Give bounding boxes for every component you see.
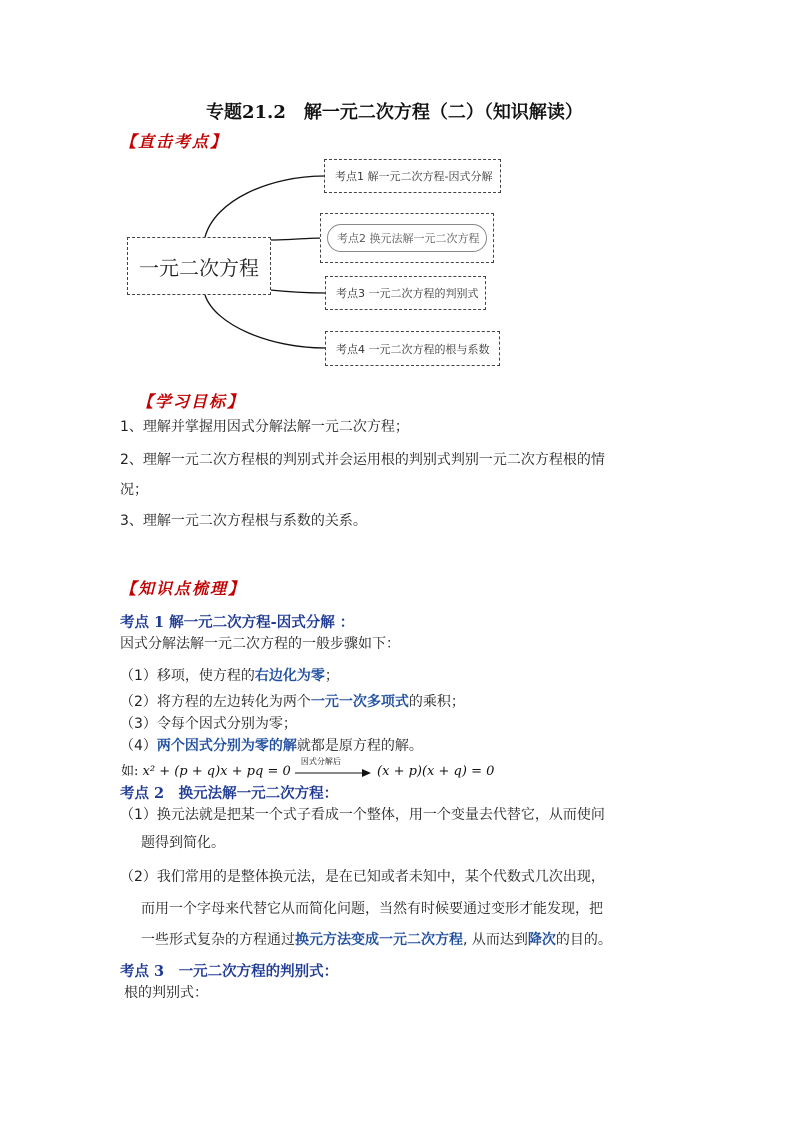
kp1-step-4-text: （4） <box>120 738 157 754</box>
section-heading-goals: 【学习目标】 <box>137 392 246 411</box>
kp2-para-2-line-2: 而用一个字母来代替它从而简化问题，当然有时候要通过变形才能发现，把 <box>141 901 603 917</box>
goal-item-1: 1、理解并掌握用因式分解法解一元二次方程； <box>120 419 409 435</box>
kp3-heading: 考点 3 一元二次方程的判别式： <box>120 963 339 980</box>
kp2-para-2-line-3-end: 的目的。 <box>555 932 612 948</box>
kp1-step-4-end: 就都是原方程的解。 <box>296 738 423 754</box>
kp1-step-1-text: （1）移项，使方程的 <box>120 668 255 684</box>
section-heading-knowledge: 【知识点梳理】 <box>120 579 247 598</box>
kp1-step-1-highlight: 右边化为零 <box>254 668 325 684</box>
kp1-example-prefix: 如: <box>121 764 139 779</box>
goal-item-2: 2、理解一元二次方程根的判别式并会运用根的判别式判别一元二次方程根的情 <box>120 452 605 468</box>
kp1-example-right: (x + p)(x + q) = 0 <box>377 764 495 779</box>
kp2-para-1-line-2: 题得到简化。 <box>141 835 225 851</box>
mind-map-leaf-3 <box>325 276 486 310</box>
mind-map-leaf-3-label: 考点3 一元二次方程的判别式 <box>336 287 479 300</box>
kp2-para-2-line-3-text: 一些形式复杂的方程通过 <box>141 932 295 948</box>
kp2-heading: 考点 2 换元法解一元二次方程： <box>120 785 339 802</box>
kp2-para-2-line-1: （2）我们常用的是整体换元法，是在已知或者未知中，某个代数式几次出现， <box>120 869 605 885</box>
kp1-heading: 考点 1 解一元二次方程-因式分解 ： <box>120 614 355 631</box>
mind-map-leaf-2-label: 考点2 换元法解一元二次方程 <box>337 232 480 245</box>
kp1-step-1-end: ； <box>324 668 339 684</box>
kp1-step-2-highlight: 一元一次多项式 <box>310 694 409 710</box>
kp2-para-2-highlight-1: 换元方法变成一元二次方程 <box>295 932 463 948</box>
kp1-step-2 <box>120 691 465 711</box>
kp1-example-left: x² + (p + q)x + pq = 0 <box>142 764 291 779</box>
kp1-step-2-text: （2）将方程的左边转化为两个 <box>120 694 311 710</box>
right-arrow-icon <box>295 765 373 779</box>
page-title: 专题21.2 解一元二次方程（二）（知识解读） <box>206 102 583 123</box>
kp1-step-4-highlight: 两个因式分别为零的解 <box>156 738 297 754</box>
mind-map-root-label: 一元二次方程 <box>139 255 259 280</box>
kp2-para-2-line-3 <box>141 929 612 949</box>
mind-map-leaf-2-pill <box>327 224 487 252</box>
kp1-example-arrow <box>295 756 373 779</box>
mind-map-leaf-4-label: 考点4 一元二次方程的根与系数 <box>336 342 490 356</box>
goal-item-3: 3、理解一元二次方程根与系数的关系。 <box>120 513 367 529</box>
kp2-para-2-line-3-mid: , 从而达到 <box>463 932 528 948</box>
kp2-para-2-highlight-2: 降次 <box>527 932 556 948</box>
mind-map-leaf-4 <box>325 331 500 366</box>
kp1-example-arrow-label: 因式分解后 <box>300 756 341 766</box>
mind-map-leaf-1-label: 考点1 解一元二次方程-因式分解 <box>335 170 493 183</box>
kp1-example-formula <box>121 756 495 779</box>
section-heading-kaodian: 【直击考点】 <box>120 132 229 151</box>
goal-item-2-cont: 况； <box>120 482 148 498</box>
kp1-intro: 因式分解法解一元二次方程的一般步骤如下： <box>120 636 400 652</box>
kp1-step-2-end: 的乘积； <box>408 694 465 710</box>
mind-map-leaf-2 <box>320 213 494 263</box>
kp2-para-1-line-1: （1）换元法就是把某一个式子看成一个整体，用一个变量去代替它，从而使问 <box>120 807 605 823</box>
kp1-step-4 <box>120 735 423 755</box>
mind-map-root <box>127 237 271 295</box>
kp1-step-1 <box>120 665 339 685</box>
kp1-step-3: （3）令每个因式分别为零； <box>120 716 297 732</box>
kp3-subheading: 根的判别式： <box>124 985 208 1001</box>
mind-map-leaf-1 <box>324 159 501 193</box>
